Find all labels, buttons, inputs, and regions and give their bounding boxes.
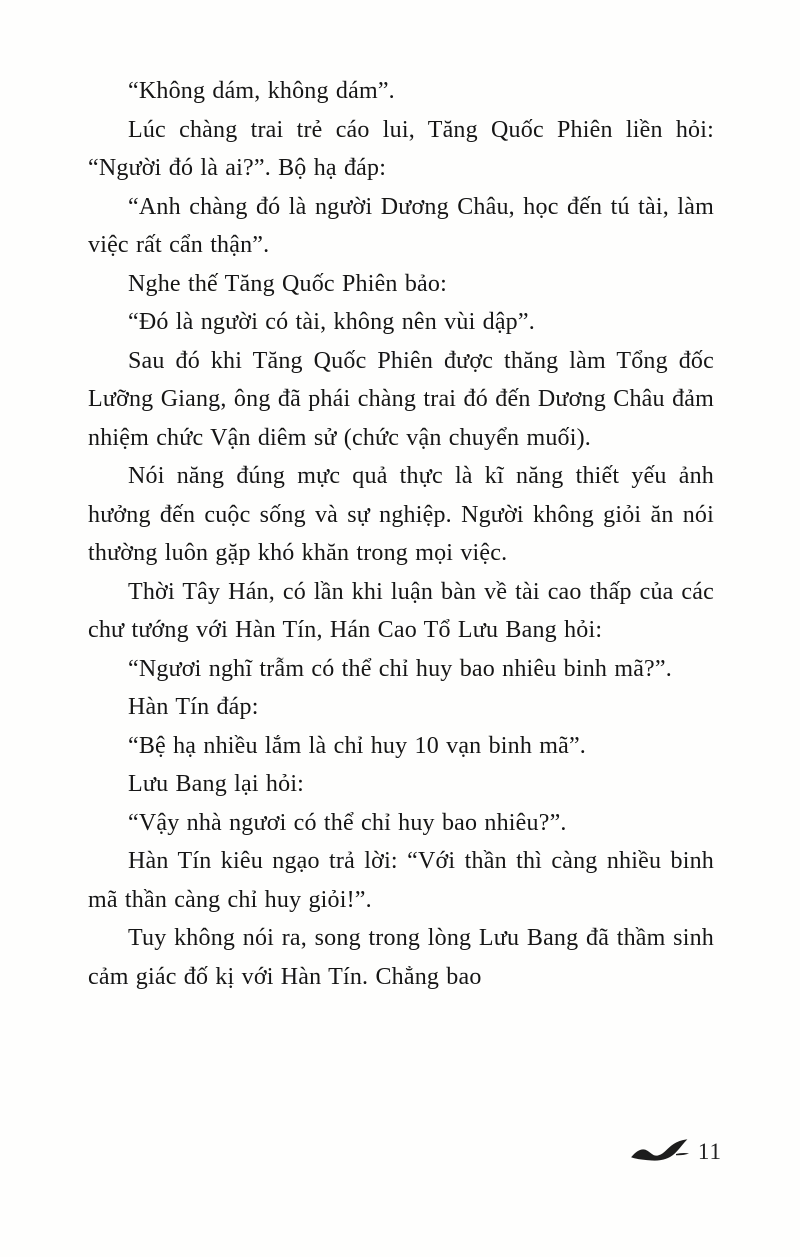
paragraph: “Vậy nhà ngươi có thể chỉ huy bao nhiêu?”.: [128, 809, 567, 836]
paragraph: “Bệ hạ nhiều lắm là chỉ huy 10 vạn binh mã”.: [128, 732, 587, 759]
paragraph: Tuy không nói ra, song trong lòng Lưu Bang đã thầm sinh cảm giác đố kị với Hàn Tín. Chẳng bao: [88, 925, 714, 990]
paragraph: Lưu Bang lại hỏi:: [128, 771, 305, 797]
paragraph: Sau đó khi Tăng Quốc Phiên được thăng làm Tổng đốc Lưỡng Giang, ông đã phái chàng trai đó đến Dương Châu đảm nhiệm chức Vận diêm sử (chức vận chuyển muối).: [88, 347, 714, 451]
page-number: 11: [697, 1139, 722, 1164]
paragraph: Thời Tây Hán, có lần khi luận bàn về tài cao thấp của các chư tướng với Hàn Tín, Hán Cao Tổ Lưu Bang hỏi:: [88, 578, 714, 643]
paragraph: “Ngươi nghĩ trẫm có thể chỉ huy bao nhiêu binh mã?”.: [128, 655, 672, 682]
paragraph: Hàn Tín đáp:: [128, 694, 259, 720]
ink-scribble-icon: [630, 1137, 692, 1165]
paragraph: Nghe thế Tăng Quốc Phiên bảo:: [128, 270, 447, 297]
paragraph: Hàn Tín kiêu ngạo trả lời: “Với thần thì càng nhiều binh mã thần càng chỉ huy giỏi!”.: [88, 848, 714, 913]
page-footer: [630, 1137, 722, 1165]
paragraph: Lúc chàng trai trẻ cáo lui, Tăng Quốc Phiên liền hỏi: “Người đó là ai?”. Bộ hạ đáp:: [88, 116, 714, 181]
body-text: [88, 72, 714, 996]
paragraph: “Anh chàng đó là người Dương Châu, học đến tú tài, làm việc rất cẩn thận”.: [88, 193, 714, 258]
paragraph: Nói năng đúng mực quả thực là kĩ năng thiết yếu ảnh hưởng đến cuộc sống và sự nghiệp. Người không giỏi ăn nói thường luôn gặp khó khăn trong mọi việc.: [88, 463, 714, 566]
paragraph: “Không dám, không dám”.: [128, 78, 395, 104]
paragraph: “Đó là người có tài, không nên vùi dập”.: [128, 309, 535, 335]
